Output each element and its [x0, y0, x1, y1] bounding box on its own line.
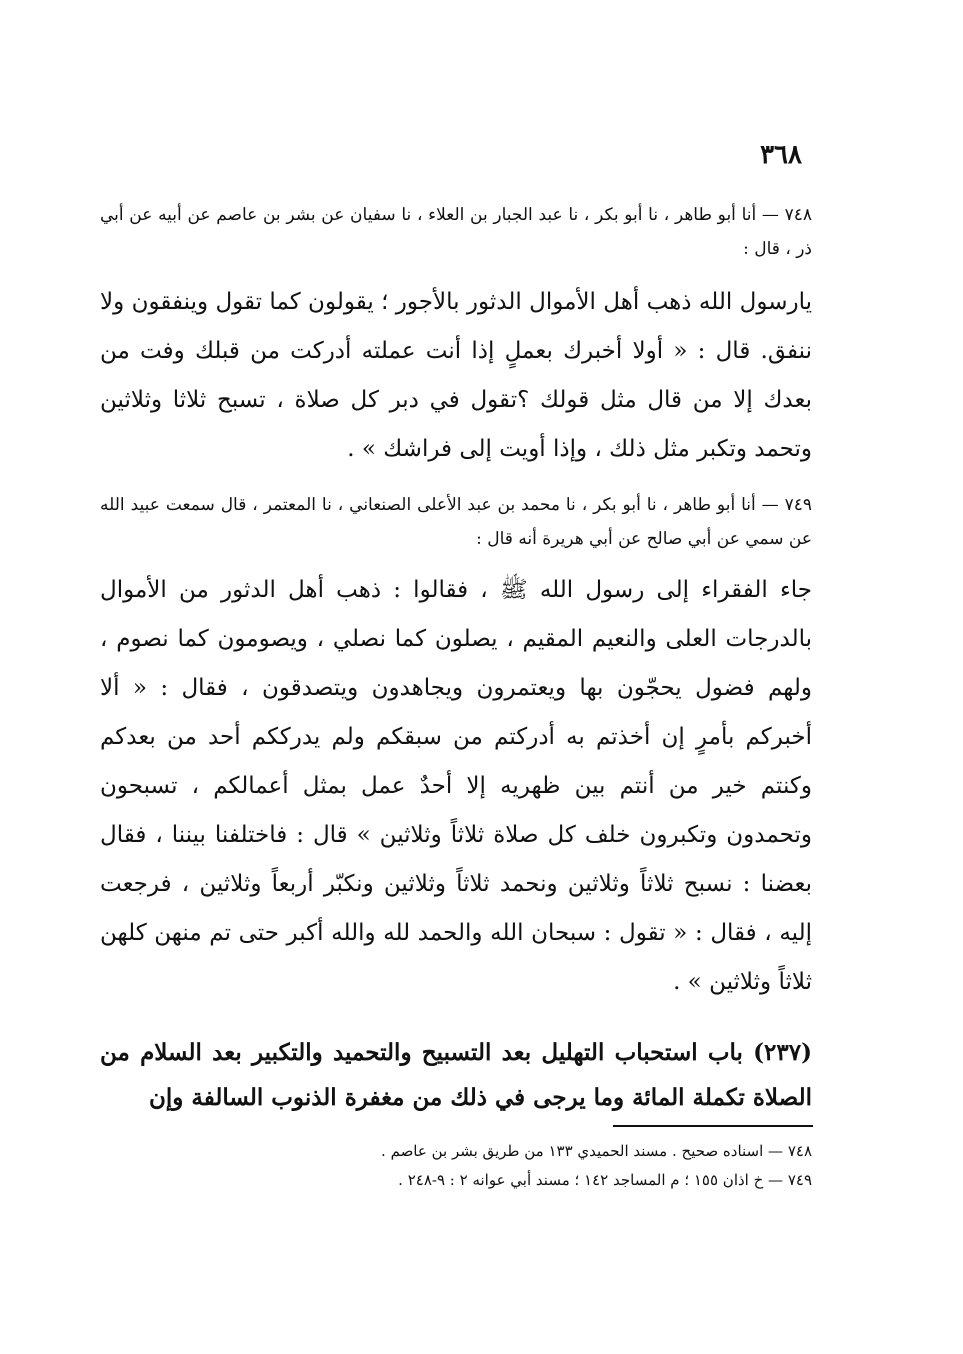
hadith-748-isnad: ٧٤٨ — أنا أبو طاهر ، نا أبو بكر ، نا عبد الجبار بن العلاء ، نا سفيان عن بشر بن عاصم عن أبيه عن أبي ذر ، قال :	[100, 205, 812, 259]
hadith-749-isnad: ٧٤٩ — أنا أبو طاهر ، نا أبو بكر ، نا محمد بن عبد الأعلى الصنعاني ، نا المعتمر ، قال سمعت عبيد الله عن سمي عن أبي صالح عن أبي هريرة أنه قال :	[100, 495, 812, 549]
footnote-749: ٧٤٩ — خ اذان ١٥٥ ؛ م المساجد ١٤٢ ؛ مسند أبي عوانه ٢ : ٩-٢٤٨ .	[398, 1171, 812, 1189]
footnote-748: ٧٤٨ — اسناده صحيح . مسند الحميدي ١٣٣ من طريق بشر بن عاصم .	[381, 1142, 812, 1160]
hadith-748-matn: يارسول الله ذهب أهل الأموال الدثور بالأجور ؛ يقولون كما تقول وينفقون ولا ننفق. قال : « أولا أخبرك بعملٍ إذا أنت عملته أدركت من قبلك وفت من بعدك إلا من قال مثل قولك ؟تقول في دبر كل صلاة ، تسبح ثلاثا وثلاثين وتحمد وتكبر مثل ذلك ، وإذا أويت إلى فراشك » .	[100, 289, 812, 462]
hadith-749-matn: جاء الفقراء إلى رسول الله ﷺ ، فقالوا : ذهب أهل الدثور من الأموال بالدرجات العلى والنعيم المقيم ، يصلون كما نصلي ، ويصومون كما نصوم ، ولهم فضول يحجّون بها ويعتمرون ويجاهدون ويتصدقون ، فقال : « ألا أخبركم بأمرٍ إن أخذتم به أدركتم من سبقكم ولم يدرككم أحد من بعدكم وكنتم خير من أنتم بين ظهريه إلا أحدٌ عمل بمثل أعمالكم ، تسبحون وتحمدون وتكبرون خلف كل صلاة ثلاثاً وثلاثين » قال : فاختلفنا بيننا ، فقال بعضنا : نسبح ثلاثاً وثلاثين ونحمد ثلاثاً وثلاثين ونكبّر أربعاً وثلاثين ، فرجعت إليه ، فقال : « تقول : سبحان الله والحمد لله والله أكبر حتى تم منهن كلهن ثلاثاً وثلاثين » .	[100, 577, 812, 995]
footnote-divider	[613, 1125, 813, 1127]
page-number: ٣٦٨	[760, 140, 802, 170]
chapter-heading: (٢٣٧) باب استحباب التهليل بعد التسبيح والتحميد والتكبير بعد السلام من الصلاة تكملة المائة وما يرجى في ذلك من مغفرة الذنوب السالفة وإن	[100, 1039, 812, 1111]
